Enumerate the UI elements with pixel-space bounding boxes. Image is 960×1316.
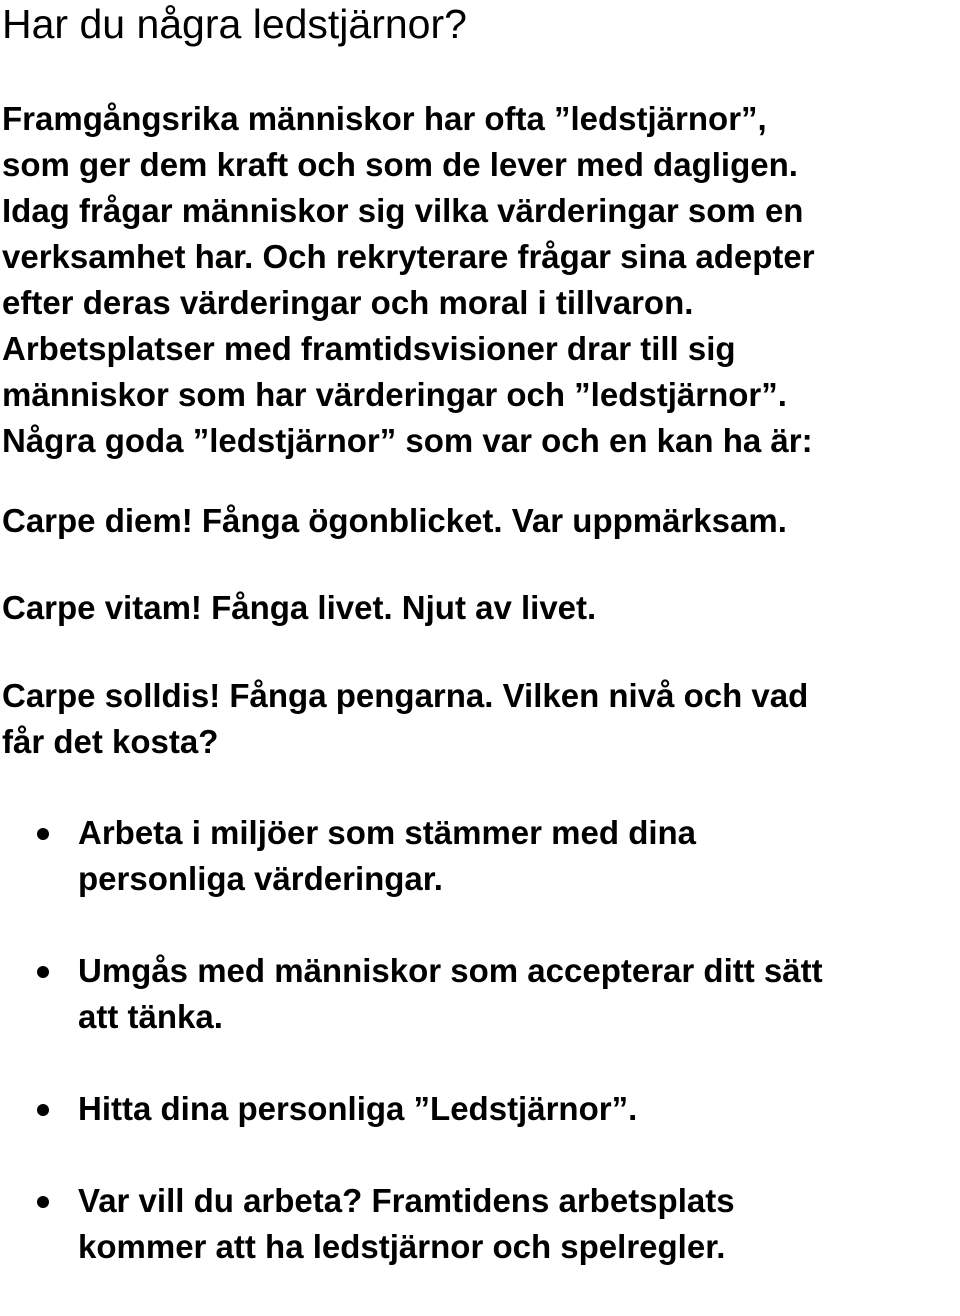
intro-paragraph xyxy=(2,96,960,464)
bullet-dot-icon xyxy=(37,1104,49,1116)
list-item-line: Hitta dina personliga ”Ledstjärnor”. xyxy=(78,1090,638,1127)
carpe-solldis-line: Carpe solldis! Fånga pengarna. Vilken nivå och vad xyxy=(2,677,809,714)
list-item-line: att tänka. xyxy=(78,998,223,1035)
bullet-dot-icon xyxy=(37,828,49,840)
page-title: Har du några ledstjärnor? xyxy=(2,1,467,47)
carpe-solldis-paragraph xyxy=(2,673,960,765)
bullet-dot-icon xyxy=(37,966,49,978)
intro-line: människor som har värderingar och ”ledstjärnor”. xyxy=(2,376,787,413)
intro-line: Arbetsplatser med framtidsvisioner drar till sig xyxy=(2,330,736,367)
list-item xyxy=(0,948,960,1040)
intro-line: verksamhet har. Och rekryterare frågar sina adepter xyxy=(2,238,815,275)
list-item-line: Arbeta i miljöer som stämmer med dina xyxy=(78,814,697,851)
list-item xyxy=(0,810,960,902)
carpe-vitam-line: Carpe vitam! Fånga livet. Njut av livet. xyxy=(2,589,597,626)
list-item-line: Var vill du arbeta? Framtidens arbetsplats xyxy=(78,1182,735,1219)
intro-line: Några goda ”ledstjärnor” som var och en kan ha är: xyxy=(2,422,813,459)
list-item-line: Umgås med människor som accepterar ditt sätt xyxy=(78,952,823,989)
carpe-diem-line: Carpe diem! Fånga ögonblicket. Var uppmärksam. xyxy=(2,502,787,539)
list-item xyxy=(0,1178,960,1270)
intro-line: Idag frågar människor sig vilka värderingar som en xyxy=(2,192,804,229)
list-item-line: kommer att ha ledstjärnor och spelregler. xyxy=(78,1228,726,1265)
intro-line: som ger dem kraft och som de lever med dagligen. xyxy=(2,146,798,183)
list-item-line: personliga värderingar. xyxy=(78,860,443,897)
list-item xyxy=(0,1086,960,1132)
bullet-dot-icon xyxy=(37,1196,49,1208)
intro-line: efter deras värderingar och moral i tillvaron. xyxy=(2,284,694,321)
carpe-solldis-line: får det kosta? xyxy=(2,723,219,760)
intro-line: Framgångsrika människor har ofta ”ledstjärnor”, xyxy=(2,100,767,137)
goals-list xyxy=(0,810,960,1316)
